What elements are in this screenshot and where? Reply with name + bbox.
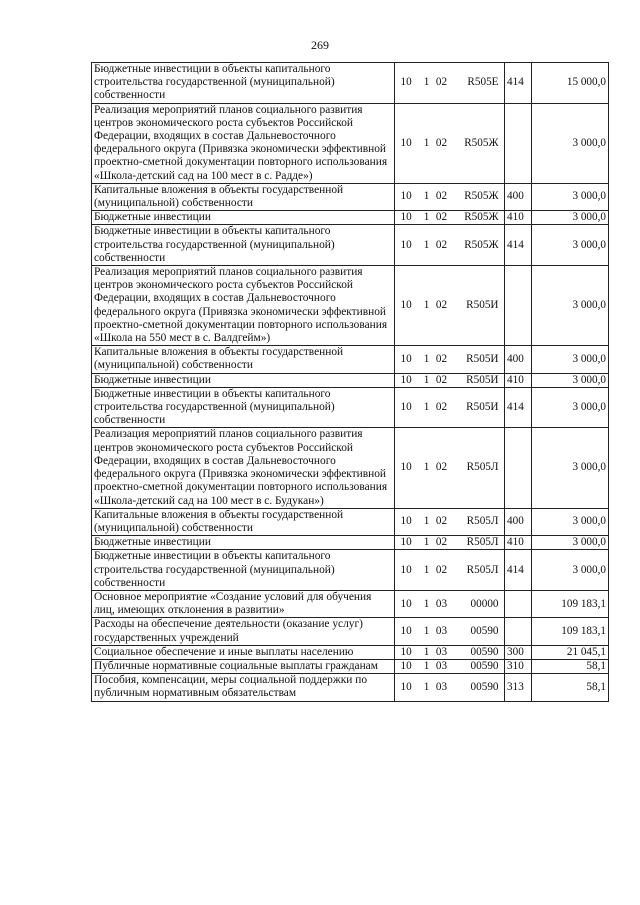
expense-type-cell: 300 <box>505 645 532 659</box>
table-row <box>92 508 609 535</box>
table-row <box>92 590 609 617</box>
expense-name-cell: Капитальные вложения в объекты государственной (муниципальной) собственности <box>92 183 395 210</box>
expense-direction-code: R505И <box>466 352 499 365</box>
expense-name-cell: Публичные нормативные социальные выплаты гражданам <box>92 659 395 673</box>
target-article-code-cell <box>395 659 505 673</box>
table-row <box>92 211 609 225</box>
subprogram-code: 1 <box>423 190 430 203</box>
subprogram-code: 1 <box>423 597 430 610</box>
budget-table <box>91 62 609 702</box>
expense-name-cell: Реализация мероприятий планов социального развития центров экономического роста субъектов Российской Федерации, входящих в состав Дальневосточного федерального округа (Привязка экономически эффективной проектно-сметной документации повторного использования «Школа-детский сад на 100 мест в с. Будукан») <box>92 428 395 508</box>
subprogram-code: 1 <box>423 76 430 89</box>
subprogram-code: 1 <box>423 238 430 251</box>
expense-type-cell <box>505 428 532 508</box>
expense-type-cell <box>505 266 532 346</box>
expense-direction-code: 00590 <box>470 659 499 672</box>
program-code: 10 <box>400 76 412 89</box>
program-code: 10 <box>400 515 412 528</box>
amount-cell: 21 045,1 <box>532 645 609 659</box>
expense-name-cell: Капитальные вложения в объекты государственной (муниципальной) собственности <box>92 508 395 535</box>
page-number: 269 <box>311 38 329 52</box>
target-article-code-cell <box>395 590 505 617</box>
budget-table-body <box>92 63 609 702</box>
subprogram-code: 1 <box>423 536 430 549</box>
main-activity-code: 02 <box>435 563 448 576</box>
expense-name-cell: Бюджетные инвестиции в объекты капитального строительства государственной (муниципальной) собственности <box>92 387 395 428</box>
table-row <box>92 674 609 701</box>
amount-cell: 3 000,0 <box>532 183 609 210</box>
main-activity-code: 03 <box>435 645 448 658</box>
subprogram-code: 1 <box>423 659 430 672</box>
amount-cell: 58,1 <box>532 674 609 701</box>
table-row <box>92 428 609 508</box>
main-activity-code: 02 <box>435 211 448 224</box>
expense-name-cell: Расходы на обеспечение деятельности (оказание услуг) государственных учреждений <box>92 618 395 645</box>
program-code: 10 <box>400 352 412 365</box>
program-code: 10 <box>400 190 412 203</box>
amount-cell: 3 000,0 <box>532 225 609 266</box>
amount-cell: 109 183,1 <box>532 590 609 617</box>
expense-direction-code: R505Л <box>466 563 499 576</box>
expense-direction-code: R505И <box>466 373 499 386</box>
subprogram-code: 1 <box>423 352 430 365</box>
target-article-code-cell <box>395 183 505 210</box>
expense-name-cell: Основное мероприятие «Создание условий для обучения лиц, имеющих отклонения в развитии» <box>92 590 395 617</box>
program-code: 10 <box>400 299 412 312</box>
expense-name-cell: Реализация мероприятий планов социального развития центров экономического роста субъектов Российской Федерации, входящих в состав Дальневосточного федерального округа (Привязка экономически эффективной проектно-сметной документации повторного использования «Школа-детский сад на 100 мест в с. Радде») <box>92 103 395 183</box>
expense-name-cell: Бюджетные инвестиции <box>92 211 395 225</box>
target-article-code-cell <box>395 225 505 266</box>
expense-direction-code: R505Л <box>466 461 499 474</box>
subprogram-code: 1 <box>423 211 430 224</box>
expense-type-cell <box>505 103 532 183</box>
table-row <box>92 346 609 373</box>
target-article-code-cell <box>395 373 505 387</box>
expense-direction-code: 00000 <box>470 597 499 610</box>
expense-name-cell: Реализация мероприятий планов социального развития центров экономического роста субъектов Российской Федерации, входящих в состав Дальневосточного федерального округа (Привязка экономически эффективной проектно-сметной документации повторного использования «Школа на 550 мест в с. Валдгейм») <box>92 266 395 346</box>
expense-type-cell: 410 <box>505 373 532 387</box>
main-activity-code: 03 <box>435 659 448 672</box>
expense-name-cell: Бюджетные инвестиции в объекты капитального строительства государственной (муниципальной) собственности <box>92 63 395 104</box>
expense-direction-code: R505E <box>467 76 499 89</box>
amount-cell: 3 000,0 <box>532 346 609 373</box>
table-row <box>92 225 609 266</box>
table-row <box>92 103 609 183</box>
expense-name-cell: Бюджетные инвестиции <box>92 373 395 387</box>
subprogram-code: 1 <box>423 624 430 637</box>
program-code: 10 <box>400 373 412 386</box>
main-activity-code: 02 <box>435 461 448 474</box>
program-code: 10 <box>400 211 412 224</box>
amount-cell: 3 000,0 <box>532 536 609 550</box>
amount-cell: 3 000,0 <box>532 550 609 591</box>
subprogram-code: 1 <box>423 401 430 414</box>
main-activity-code: 03 <box>435 597 448 610</box>
main-activity-code: 02 <box>435 190 448 203</box>
expense-type-cell: 414 <box>505 550 532 591</box>
target-article-code-cell <box>395 266 505 346</box>
target-article-code-cell <box>395 508 505 535</box>
main-activity-code: 02 <box>435 136 448 149</box>
subprogram-code: 1 <box>423 515 430 528</box>
expense-direction-code: 00590 <box>470 645 499 658</box>
subprogram-code: 1 <box>423 680 430 693</box>
subprogram-code: 1 <box>423 136 430 149</box>
expense-type-cell: 310 <box>505 659 532 673</box>
subprogram-code: 1 <box>423 299 430 312</box>
program-code: 10 <box>400 238 412 251</box>
expense-direction-code: R505Л <box>466 536 499 549</box>
table-row <box>92 63 609 104</box>
expense-type-cell: 410 <box>505 536 532 550</box>
expense-direction-code: R505Ж <box>464 238 499 251</box>
target-article-code-cell <box>395 618 505 645</box>
expense-type-cell: 400 <box>505 508 532 535</box>
expense-direction-code: 00590 <box>470 624 499 637</box>
table-row <box>92 618 609 645</box>
expense-type-cell: 414 <box>505 387 532 428</box>
expense-type-cell: 400 <box>505 346 532 373</box>
expense-name-cell: Бюджетные инвестиции в объекты капитального строительства государственной (муниципальной) собственности <box>92 225 395 266</box>
amount-cell: 3 000,0 <box>532 211 609 225</box>
subprogram-code: 1 <box>423 563 430 576</box>
main-activity-code: 02 <box>435 299 448 312</box>
amount-cell: 15 000,0 <box>532 63 609 104</box>
amount-cell: 3 000,0 <box>532 373 609 387</box>
target-article-code-cell <box>395 346 505 373</box>
amount-cell: 109 183,1 <box>532 618 609 645</box>
target-article-code-cell <box>395 63 505 104</box>
expense-type-cell: 410 <box>505 211 532 225</box>
table-row <box>92 266 609 346</box>
target-article-code-cell <box>395 428 505 508</box>
expense-type-cell: 414 <box>505 63 532 104</box>
target-article-code-cell <box>395 674 505 701</box>
expense-direction-code: R505Ж <box>464 190 499 203</box>
main-activity-code: 02 <box>435 76 448 89</box>
main-activity-code: 02 <box>435 536 448 549</box>
main-activity-code: 03 <box>435 680 448 693</box>
program-code: 10 <box>400 597 412 610</box>
expense-name-cell: Социальное обеспечение и иные выплаты населению <box>92 645 395 659</box>
main-activity-code: 03 <box>435 624 448 637</box>
subprogram-code: 1 <box>423 373 430 386</box>
expense-name-cell: Бюджетные инвестиции в объекты капитального строительства государственной (муниципальной) собственности <box>92 550 395 591</box>
table-row <box>92 536 609 550</box>
program-code: 10 <box>400 401 412 414</box>
program-code: 10 <box>400 461 412 474</box>
program-code: 10 <box>400 563 412 576</box>
program-code: 10 <box>400 536 412 549</box>
amount-cell: 3 000,0 <box>532 428 609 508</box>
expense-direction-code: R505Ж <box>464 136 499 149</box>
table-row <box>92 387 609 428</box>
main-activity-code: 02 <box>435 352 448 365</box>
subprogram-code: 1 <box>423 461 430 474</box>
table-row <box>92 645 609 659</box>
main-activity-code: 02 <box>435 238 448 251</box>
subprogram-code: 1 <box>423 645 430 658</box>
amount-cell: 3 000,0 <box>532 508 609 535</box>
expense-type-cell: 313 <box>505 674 532 701</box>
expense-direction-code: R505Л <box>466 515 499 528</box>
amount-cell: 3 000,0 <box>532 103 609 183</box>
target-article-code-cell <box>395 550 505 591</box>
expense-direction-code: R505Ж <box>464 211 499 224</box>
program-code: 10 <box>400 136 412 149</box>
target-article-code-cell <box>395 645 505 659</box>
expense-name-cell: Бюджетные инвестиции <box>92 536 395 550</box>
main-activity-code: 02 <box>435 373 448 386</box>
main-activity-code: 02 <box>435 515 448 528</box>
program-code: 10 <box>400 659 412 672</box>
table-row <box>92 550 609 591</box>
table-row <box>92 659 609 673</box>
expense-name-cell: Капитальные вложения в объекты государственной (муниципальной) собственности <box>92 346 395 373</box>
amount-cell: 3 000,0 <box>532 266 609 346</box>
expense-type-cell <box>505 590 532 617</box>
expense-direction-code: R505И <box>466 401 499 414</box>
target-article-code-cell <box>395 387 505 428</box>
target-article-code-cell <box>395 211 505 225</box>
table-row <box>92 183 609 210</box>
expense-type-cell <box>505 618 532 645</box>
expense-type-cell: 414 <box>505 225 532 266</box>
amount-cell: 58,1 <box>532 659 609 673</box>
expense-name-cell: Пособия, компенсации, меры социальной поддержки по публичным нормативным обязательствам <box>92 674 395 701</box>
amount-cell: 3 000,0 <box>532 387 609 428</box>
expense-direction-code: R505И <box>466 299 499 312</box>
program-code: 10 <box>400 680 412 693</box>
target-article-code-cell <box>395 536 505 550</box>
expense-direction-code: 00590 <box>470 680 499 693</box>
table-row <box>92 373 609 387</box>
program-code: 10 <box>400 645 412 658</box>
target-article-code-cell <box>395 103 505 183</box>
program-code: 10 <box>400 624 412 637</box>
main-activity-code: 02 <box>435 401 448 414</box>
expense-type-cell: 400 <box>505 183 532 210</box>
